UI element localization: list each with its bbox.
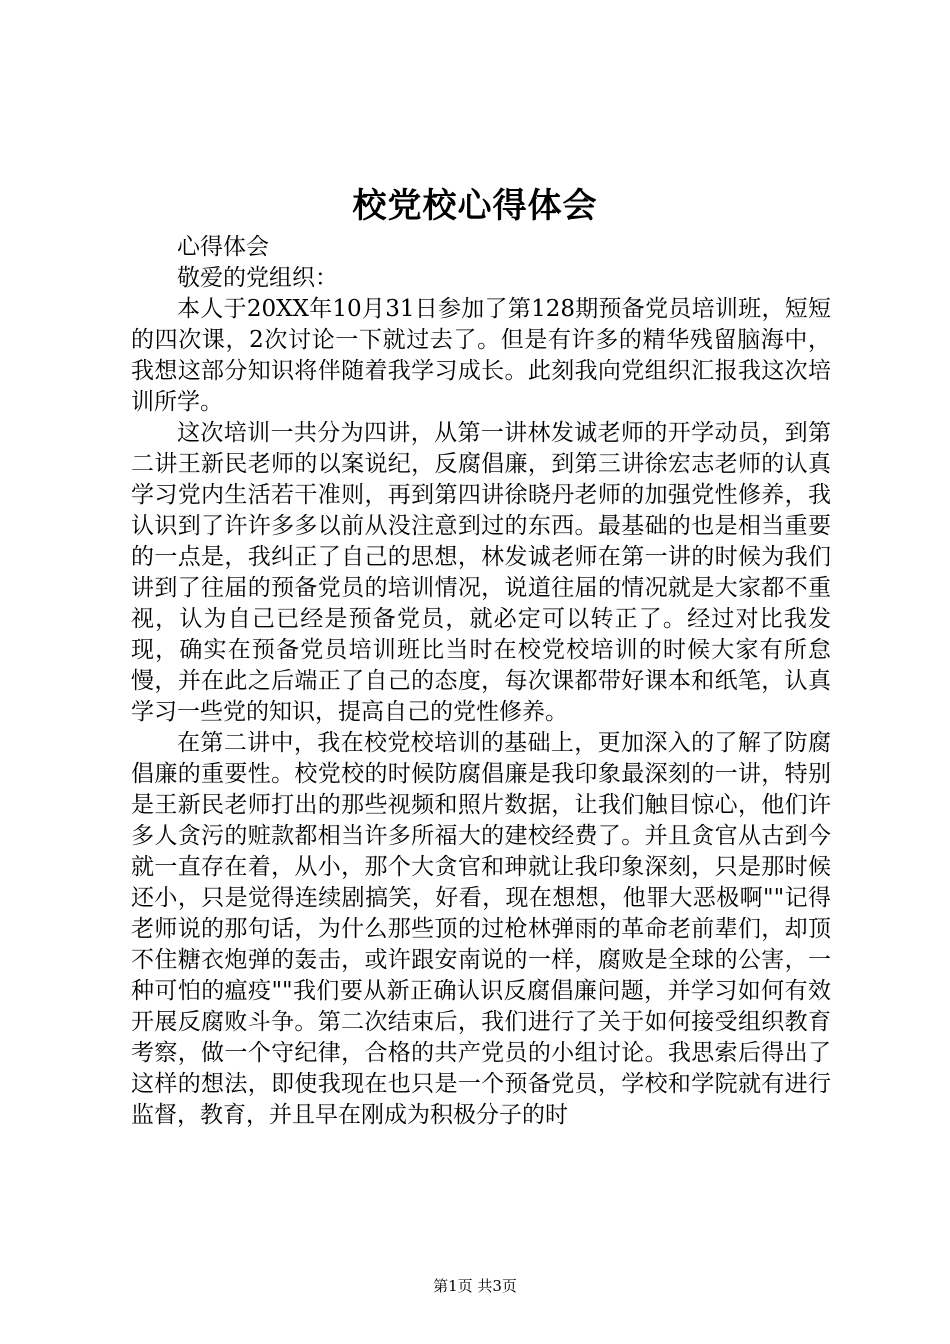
document-body	[131, 232, 831, 1131]
paragraph-heading: 心得体会	[177, 234, 269, 260]
paragraph-training-overview: 这次培训一共分为四讲，从第一讲林发诚老师的开学动员，到第二讲王新民老师的以案说纪，反腐倡廉，到第三讲徐宏志老师的认真学习党内生活若干准则，再到第四讲徐晓丹老师的加强党性修养，我认识到了许许多多以前从没注意到过的东西。最基础的也是相当重要的一点是，我纠正了自己的思想，林发诚老师在第一讲的时候为我们讲到了往届的预备党员的培训情况，说道往届的情况就是大家都不重视，认为自己已经是预备党员，就必定可以转正了。经过对比我发现，确实在预备党员培训班比当时在校党校培训的时候大家有所怠慢，并在此之后端正了自己的态度，每次课都带好课本和纸笔，认真学习一些党的知识，提高自己的党性修养。	[131, 420, 831, 725]
paragraph-second-lecture: 在第二讲中，我在校党校培训的基础上，更加深入的了解了防腐倡廉的重要性。校党校的时候防腐倡廉是我印象最深刻的一讲，特别是王新民老师打出的那些视频和照片数据，让我们触目惊心，他们许多人贪污的赃款都相当许多所福大的建校经费了。并且贪官从古到今就一直存在着，从小，那个大贪官和珅就让我印象深刻，只是那时候还小，只是觉得连续剧搞笑，好看，现在想想，他罪大恶极啊""记得老师说的那句话，为什么那些顶的过枪林弹雨的革命老前辈们，却顶不住糖衣炮弹的轰击，或许跟安南说的一样，腐败是全球的公害，一种可怕的瘟疫""我们要从新正确认识反腐倡廉问题，并学习如何有效开展反腐败斗争。第二次结束后，我们进行了关于如何接受组织教育考察，做一个守纪律，合格的共产党员的小组讨论。我思索后得出了这样的想法，即使我现在也只是一个预备党员，学校和学院就有进行监督，教育，并且早在刚成为积极分子的时	[131, 730, 831, 1128]
document-title: 校党校心得体会	[352, 186, 598, 226]
page-number-footer: 第1页 共3页	[433, 1277, 517, 1295]
paragraph-intro: 本人于20XX年10月31日参加了第128期预备党员培训班，短短的四次课，2次讨论一下就过去了。但是有许多的精华残留脑海中，我想这部分知识将伴随着我学习成长。此刻我向党组织汇报我这次培训所学。	[131, 296, 831, 415]
paragraph-salutation: 敬爱的党组织：	[177, 265, 338, 291]
